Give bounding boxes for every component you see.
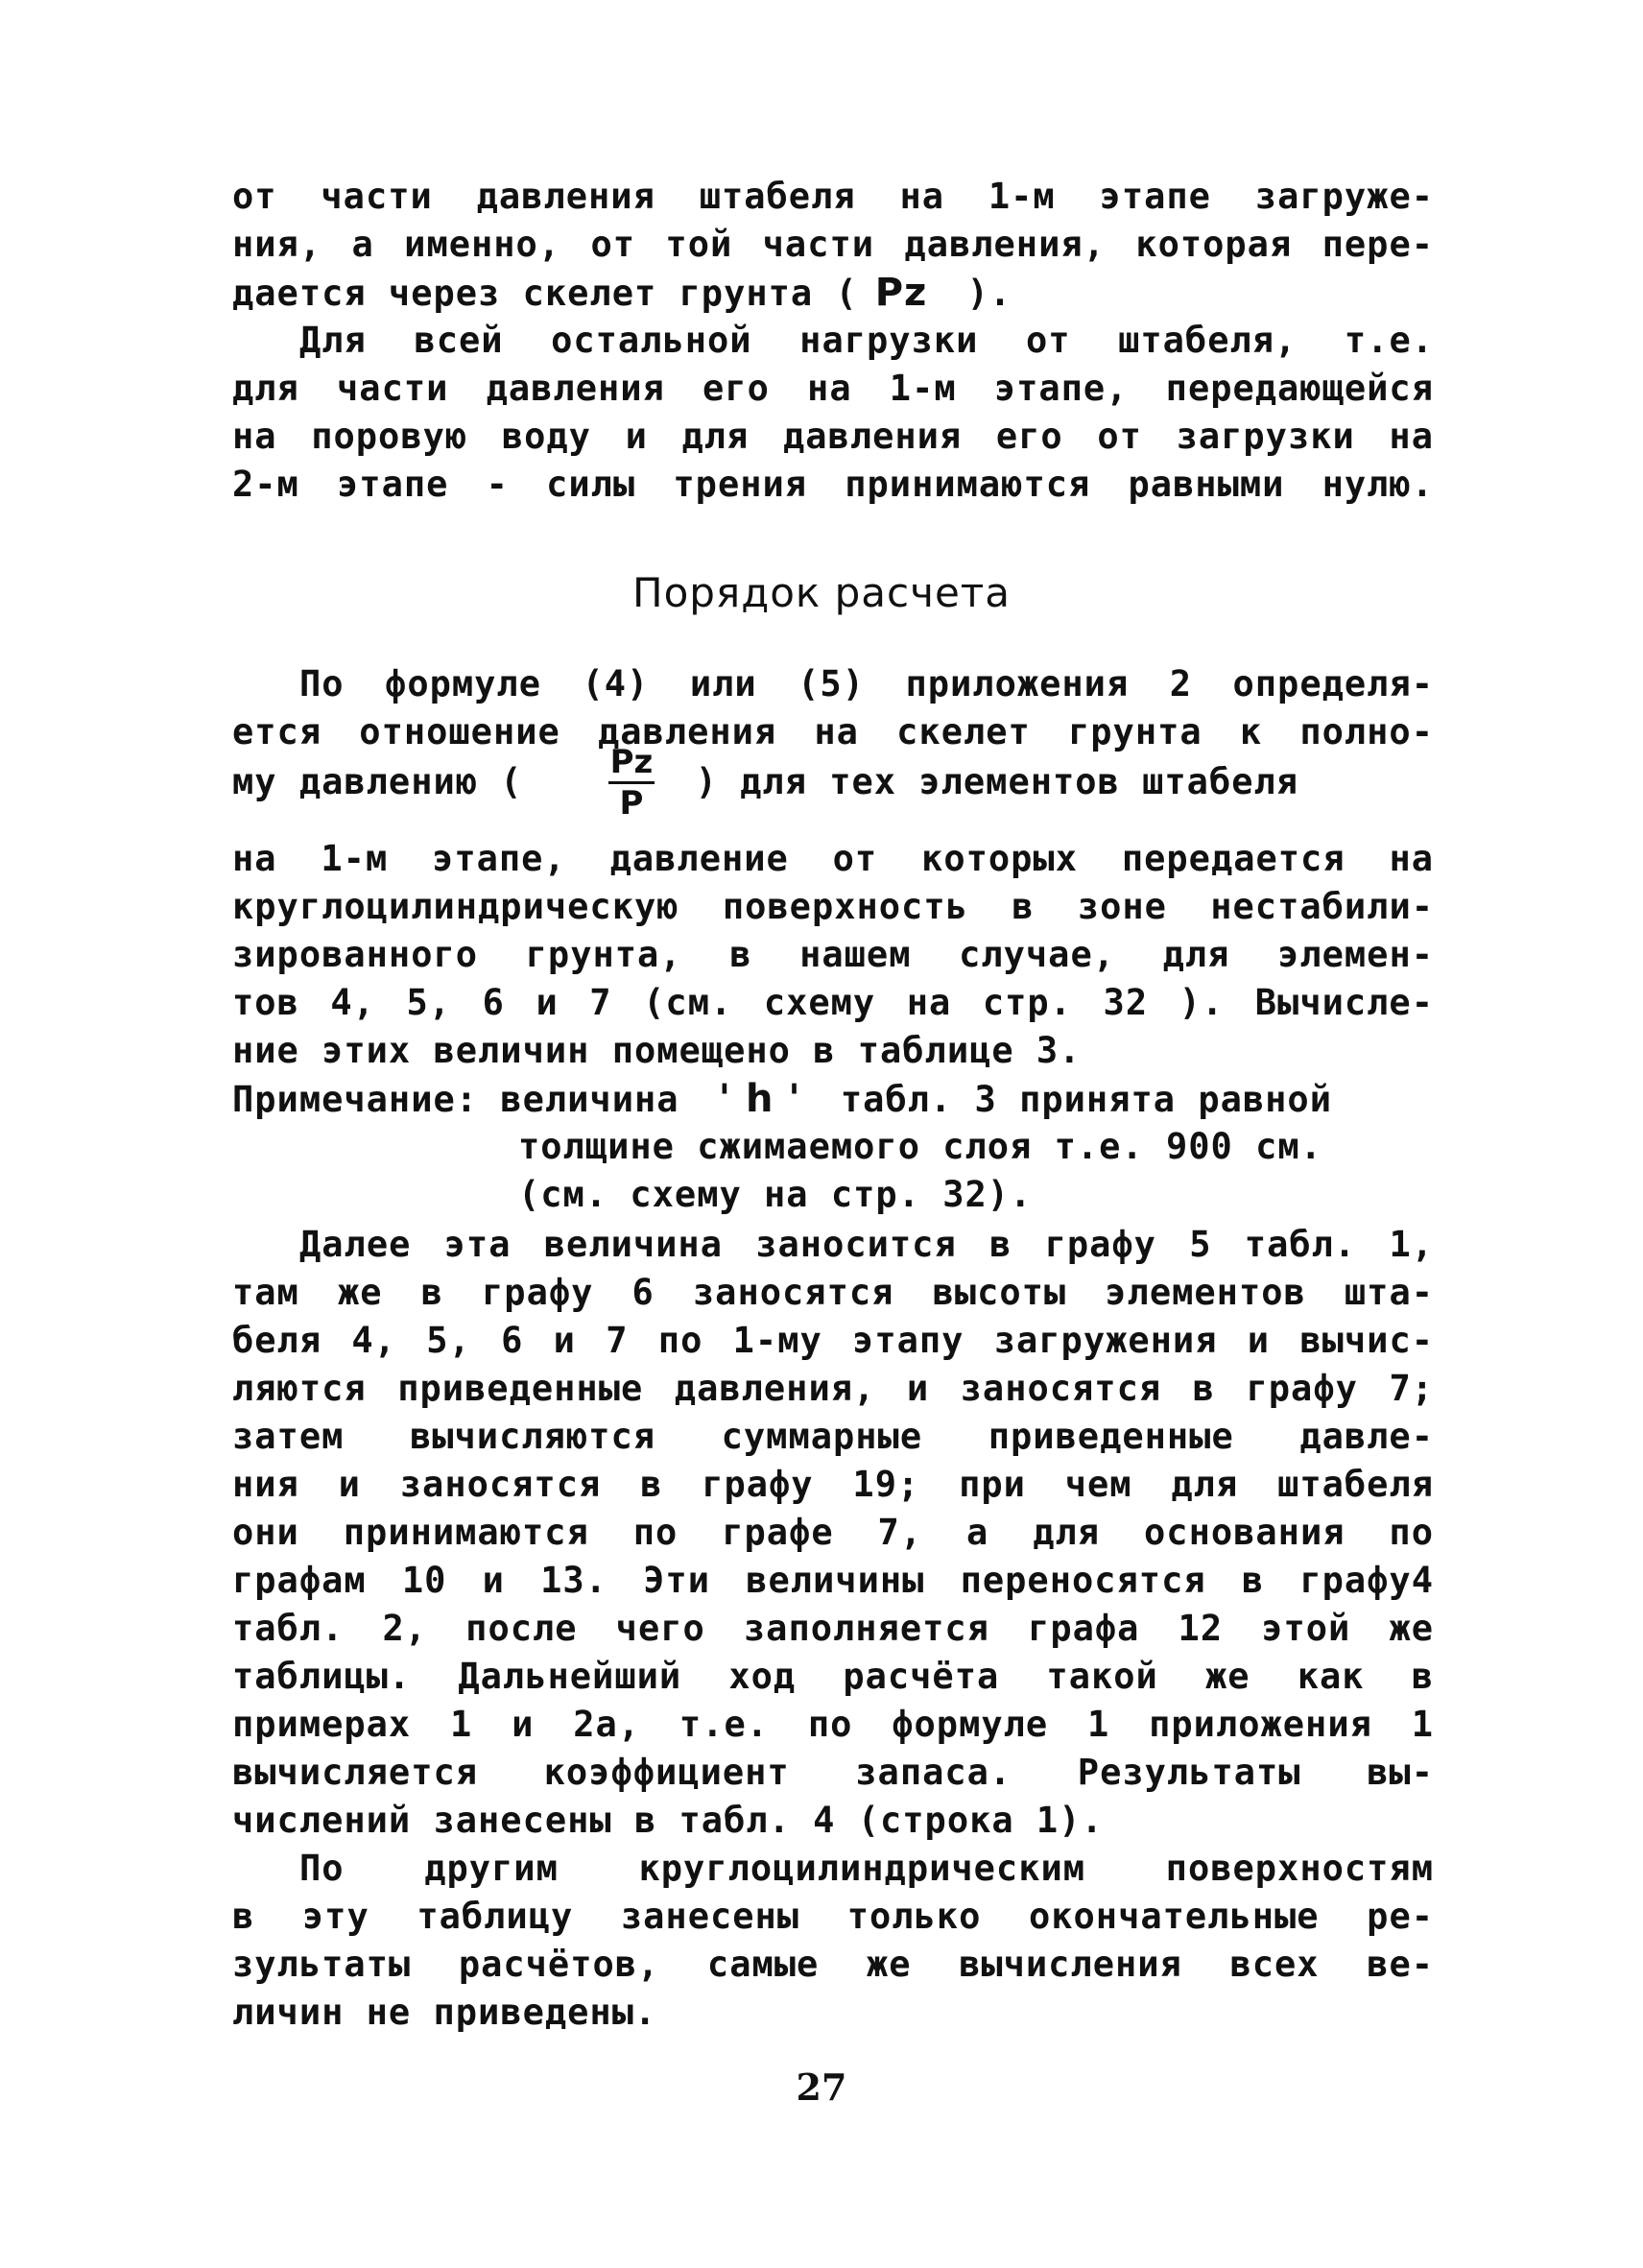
text-line: беля 4, 5, 6 и 7 по 1-му этапу загружения и вычис- [232,1320,1434,1361]
note-line: (см. схему на стр. 32). [518,1174,1033,1215]
text-line: личин не приведены. [232,1992,657,2033]
text-line: на 1-м этапе, давление от которых передается на [232,838,1434,879]
page-number: 27 [796,2065,847,2109]
text-line [232,269,1434,317]
text-line: в эту таблицу занесены только окончательные ре- [232,1896,1434,1937]
h-symbol: ' h ' [718,1077,801,1121]
fraction-pz-over-p [603,745,660,821]
text-line: круглоцилиндрическую поверхность в зоне нестабили- [232,886,1434,927]
text-line: там же в графу 6 заносятся высоты элементов шта- [232,1272,1434,1313]
text-line: ния и заносятся в графу 19; при чем для штабеля [232,1464,1434,1505]
text-line: вычисляется коэффициент запаса. Результаты вы- [232,1752,1434,1793]
text-fragment: дается через скелет грунта ( [232,273,858,314]
text-line [232,758,1434,806]
text-line: примерах 1 и 2а, т.е. по формуле 1 приложения 1 [232,1704,1434,1745]
text-line: затем вычисляются суммарные приведенные давле- [232,1416,1434,1457]
text-line: 2-м этапе - силы трения принимаются равными нулю. [232,464,1434,505]
text-fragment: ) для тех элементов штабеля [695,761,1299,802]
text-fragment: ). [944,273,1012,314]
text-line: тов 4, 5, 6 и 7 (см. схему на стр. 32 ). Вычисле- [232,982,1434,1023]
text-line: По формуле (4) или (5) приложения 2 определя- [299,663,1434,704]
text-line: ние этих величин помещено в таблице 3. [232,1030,1082,1071]
text-line: табл. 2, после чего заполняется графа 12 этой же [232,1608,1434,1649]
note-line: толщине сжимаемого слоя т.е. 900 см. [518,1126,1322,1167]
text-line: таблицы. Дальнейший ход расчёта такой же как в [232,1656,1434,1697]
section-heading: Порядок расчета [631,569,1011,616]
text-line: ется отношение давления на скелет грунта к полно- [232,711,1434,752]
note-line [232,1075,1434,1123]
text-line: Для всей остальной нагрузки от штабеля, т.е. [299,320,1434,361]
fraction-denominator: P [619,784,644,823]
text-line: По другим круглоцилиндрическим поверхностям [299,1848,1434,1889]
text-fragment: табл. 3 принята равной [818,1079,1332,1120]
fraction-numerator: Pz [609,743,654,781]
text-fragment: му давлению ( [232,761,523,802]
text-line: зультаты расчётов, самые же вычисления всех ве- [232,1944,1434,1985]
text-line: Далее эта величина заносится в графу 5 табл. 1, [299,1224,1434,1265]
text-line: ляются приведенные давления, и заносятся в графу 7; [232,1368,1434,1409]
pz-symbol: Pz [874,271,928,315]
note-label: Примечание: величина [232,1079,702,1120]
text-line: зированного грунта, в нашем случае, для элемен- [232,934,1434,975]
text-line: на поровую воду и для давления его от загрузки на [232,416,1434,457]
text-line: числений занесены в табл. 4 (строка 1). [232,1800,1104,1841]
text-line: ния, а именно, от той части давления, которая пере- [232,224,1434,265]
text-line: от части давления штабеля на 1-м этапе загруже- [232,176,1434,217]
text-line: графам 10 и 13. Эти величины переносятся в графу4 [232,1560,1434,1601]
text-line: они принимаются по графе 7, а для основания по [232,1512,1434,1553]
text-line: для части давления его на 1-м этапе, передающейся [232,368,1434,409]
